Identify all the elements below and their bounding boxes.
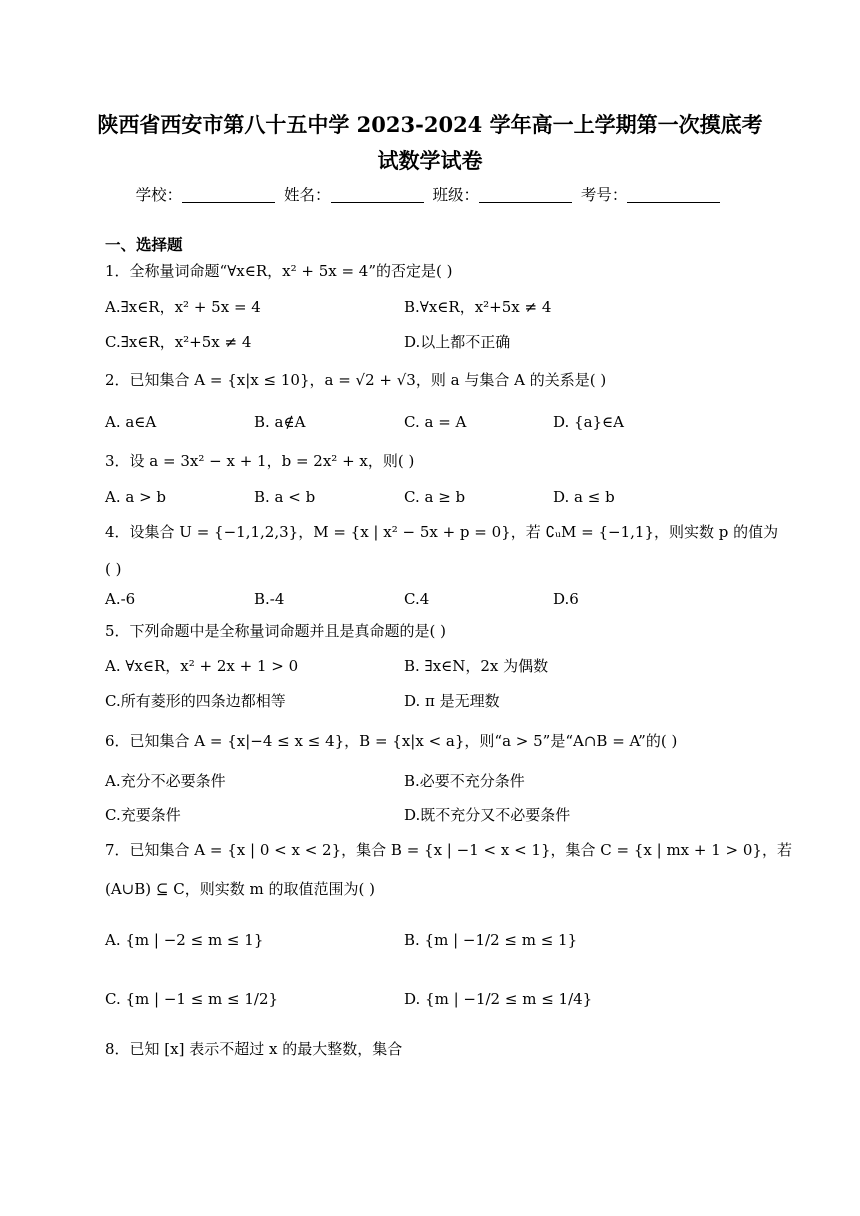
question-5-stem: 5．下列命题中是全称量词命题并且是真命题的是( ) — [105, 622, 447, 640]
question-8-stem: 8．已知 [x] 表示不超过 x 的最大整数，集合 — [105, 1040, 403, 1058]
question-3-stem: 3．设 a = 3x² − x + 1，b = 2x² + x，则( ) — [105, 452, 415, 470]
class-blank[interactable] — [479, 186, 572, 203]
school-label: 学校： — [135, 186, 183, 204]
question-1-option-b[interactable]: B.∀x∈R，x²+5x ≠ 4 — [404, 298, 552, 316]
question-1-option-a[interactable]: A.∃x∈R，x² + 5x = 4 — [105, 298, 261, 316]
question-6-option-d[interactable]: D.既不充分又不必要条件 — [404, 806, 571, 824]
question-6-stem: 6．已知集合 A = {x|−4 ≤ x ≤ 4}，B = {x|x < a}，则“a > 5”是“A∩B = A”的( ) — [105, 732, 678, 750]
question-4-stem: 4．设集合 U = {−1,1,2,3}，M = {x | x² − 5x + p = 0}，若 ∁ᵤM = {−1,1}，则实数 p 的值为 — [105, 523, 779, 541]
question-4-stem-cont: ( ) — [105, 560, 122, 578]
question-3-option-a[interactable]: A. a > b — [105, 488, 167, 506]
question-5-option-d[interactable]: D. π 是无理数 — [404, 692, 500, 710]
question-3-option-b[interactable]: B. a < b — [254, 488, 316, 506]
student-info-row — [0, 183, 860, 207]
question-2-option-c[interactable]: C. a = A — [404, 413, 467, 431]
question-1-option-c[interactable]: C.∃x∈R，x²+5x ≠ 4 — [105, 333, 252, 351]
question-2-option-b[interactable]: B. a∉A — [254, 413, 306, 431]
question-7-option-a[interactable]: A. {m | −2 ≤ m ≤ 1} — [105, 931, 264, 949]
question-2-option-d[interactable]: D. {a}∈A — [553, 413, 624, 431]
question-7-option-c[interactable]: C. {m | −1 ≤ m ≤ 1/2} — [105, 990, 279, 1008]
question-7-stem: 7．已知集合 A = {x | 0 < x < 2}，集合 B = {x | −1 < x < 1}，集合 C = {x | mx + 1 > 0}，若 — [105, 841, 792, 859]
exam-number-label: 考号： — [580, 186, 628, 204]
question-5-option-a[interactable]: A. ∀x∈R，x² + 2x + 1 > 0 — [105, 657, 299, 675]
exam-title-line1: 陕西省西安市第八十五中学 2023-2024 学年高一上学期第一次摸底考 — [97, 112, 763, 137]
question-6-option-b[interactable]: B.必要不充分条件 — [404, 772, 525, 790]
question-3-option-c[interactable]: C. a ≥ b — [404, 488, 466, 506]
question-4-option-b[interactable]: B.-4 — [254, 590, 285, 608]
question-5-option-b[interactable]: B. ∃x∈N，2x 为偶数 — [404, 657, 549, 675]
school-blank[interactable] — [182, 186, 275, 203]
question-2-option-a[interactable]: A. a∈A — [105, 413, 157, 431]
question-2-stem: 2．已知集合 A = {x|x ≤ 10}，a = √2 + √3，则 a 与集合 A 的关系是( ) — [105, 371, 607, 389]
name-blank[interactable] — [331, 186, 424, 203]
question-5-option-c[interactable]: C.所有菱形的四条边都相等 — [105, 692, 286, 710]
section-heading: 一、选择题 — [105, 236, 183, 254]
question-7-option-d[interactable]: D. {m | −1/2 ≤ m ≤ 1/4} — [404, 990, 593, 1008]
exam-number-blank[interactable] — [627, 186, 720, 203]
question-6-option-a[interactable]: A.充分不必要条件 — [105, 772, 226, 790]
question-7-stem-cont: (A∪B) ⊆ C，则实数 m 的取值范围为( ) — [105, 880, 375, 898]
question-1-option-d[interactable]: D.以上都不正确 — [404, 333, 511, 351]
question-1-stem: 1．全称量词命题“∀x∈R，x² + 5x = 4”的否定是( ) — [105, 262, 453, 280]
question-3-option-d[interactable]: D. a ≤ b — [553, 488, 615, 506]
question-4-option-c[interactable]: C.4 — [404, 590, 430, 608]
question-4-option-d[interactable]: D.6 — [553, 590, 579, 608]
exam-title-line2: 试数学试卷 — [377, 148, 483, 173]
name-label: 姓名： — [284, 186, 331, 204]
question-7-option-b[interactable]: B. {m | −1/2 ≤ m ≤ 1} — [404, 931, 578, 949]
question-4-option-a[interactable]: A.-6 — [105, 590, 136, 608]
class-label: 班级： — [432, 186, 479, 204]
question-6-option-c[interactable]: C.充要条件 — [105, 806, 181, 824]
